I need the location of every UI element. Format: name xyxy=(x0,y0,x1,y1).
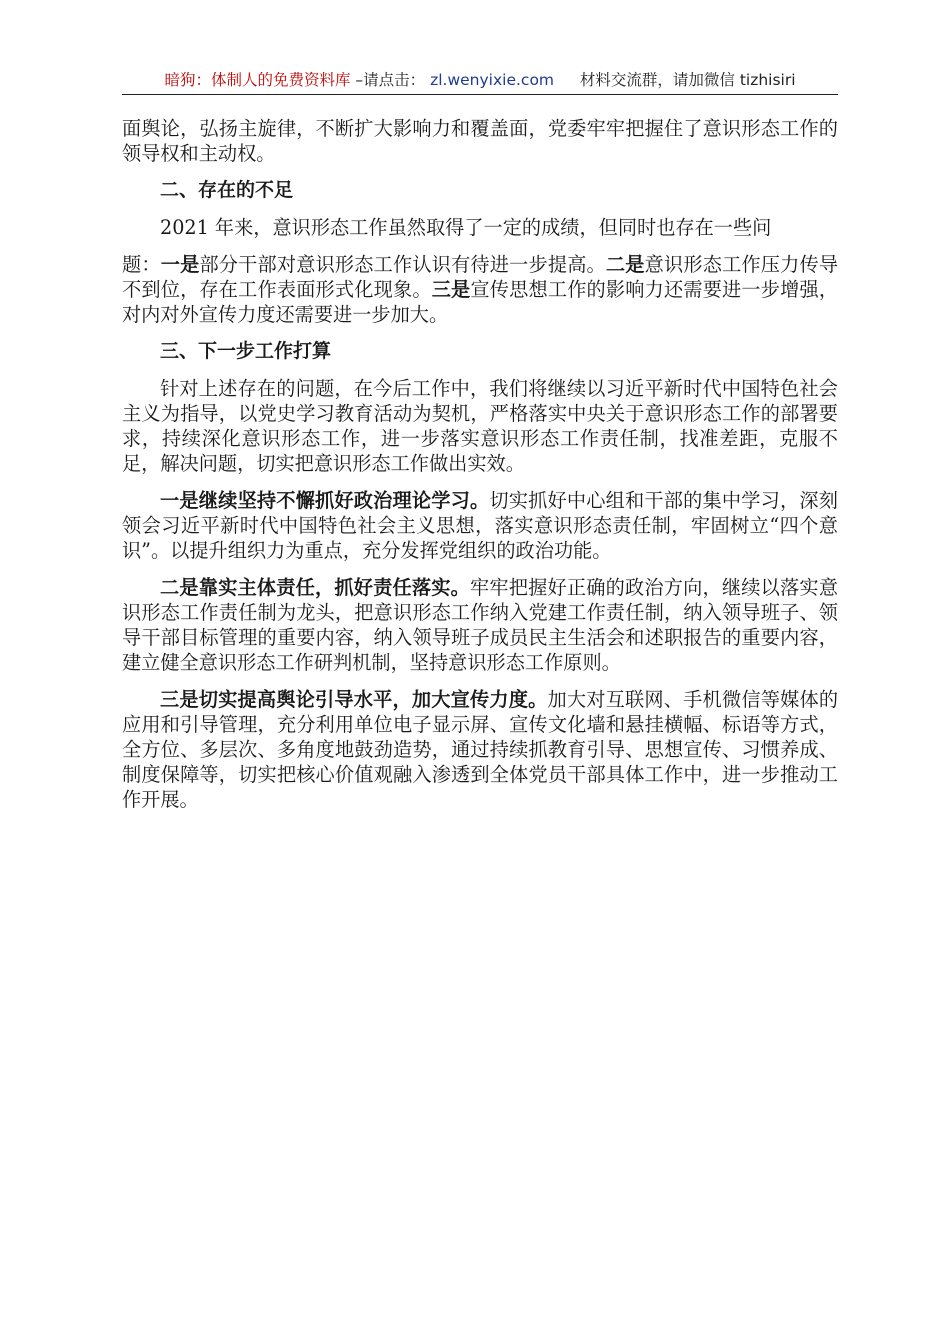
header-wechat-note: 材料交流群，请加微信 tizhisiri xyxy=(579,71,796,89)
section-heading-2: 二、存在的不足 xyxy=(160,179,294,201)
step-three-heading: 三是切实提高舆论引导水平，加大宣传力度。 xyxy=(160,688,548,711)
paragraph-shortcomings-line1: 2021 年来，意识形态工作虽然取得了一定的成绩，但同时也存在一些问 xyxy=(160,216,772,239)
point-two-text: 意识形态工作压力传导不到位，存在工作表面形式化现象。 xyxy=(122,253,839,301)
paragraph-shortcomings xyxy=(122,252,838,327)
point-three-label: 三是 xyxy=(431,278,471,301)
step-two-heading: 二是靠实主体责任，抓好责任落实。 xyxy=(160,576,471,599)
step-three-text: 加大对互联网、手机微信等媒体的应用和引导管理，充分利用单位电子显示屏、宣传文化墙和悬挂横幅、标语等方式，全方位、多层次、多角度地鼓劲造势，通过持续抓教育引导、思想宣传、习惯养成、制度保障等，切实把核心价值观融入渗透到全体党员干部具体工作中，进一步推动工作开展。 xyxy=(122,688,839,811)
step-one-text: 切实抓好中心组和干部的集中学习，深刻领会习近平新时代中国特色社会主义思想，落实意识形态责任制，牢固树立“四个意识”。以提升组织力为重点，充分发挥党组织的政治功能。 xyxy=(122,489,838,562)
point-one-label: 一是 xyxy=(160,253,200,276)
header-site-name: 暗狗：体制人的免费资料库 xyxy=(164,71,351,89)
page-header xyxy=(122,68,838,95)
header-click-prompt: –请点击： xyxy=(355,71,426,89)
paragraph-step-two xyxy=(122,575,838,675)
header-url-link[interactable]: zl.wenyixie.com xyxy=(430,71,555,89)
document-body xyxy=(122,116,838,812)
paragraph-next-steps-intro: 针对上述存在的问题，在今后工作中，我们将继续以习近平新时代中国特色社会主义为指导，以党史学习教育活动为契机，严格落实中央关于意识形态工作的部署要求，持续深化意识形态工作，进一步落实意识形态工作责任制，找准差距，克服不足，解决问题，切实把意识形态工作做出实效。 xyxy=(122,377,838,475)
paragraph-step-one xyxy=(122,488,838,563)
paragraph-continuation: 面舆论，弘扬主旋律，不断扩大影响力和覆盖面，党委牢牢把握住了意识形态工作的领导权和主动权。 xyxy=(122,117,838,165)
point-two-label: 二是 xyxy=(605,253,645,276)
step-one-heading: 一是继续坚持不懈抓好政治理论学习。 xyxy=(160,489,490,512)
step-two-text: 牢牢把握好正确的政治方向，继续以落实意识形态工作责任制为龙头，把意识形态工作纳入党建工作责任制，纳入领导班子、领导干部目标管理的重要内容，纳入领导班子成员民主生活会和述职报告的重要内容，建立健全意识形态工作研判机制，坚持意识形态工作原则。 xyxy=(122,576,839,674)
point-one-text: 部分干部对意识形态工作认识有待进一步提高。 xyxy=(199,253,606,276)
point-three-text: 宣传思想工作的影响力还需要进一步增强，对内对外宣传力度还需要进一步加大。 xyxy=(122,278,839,326)
section-heading-3: 三、下一步工作打算 xyxy=(160,340,332,362)
paragraph-shortcomings-lead: 题： xyxy=(122,253,161,276)
paragraph-step-three xyxy=(122,687,838,812)
